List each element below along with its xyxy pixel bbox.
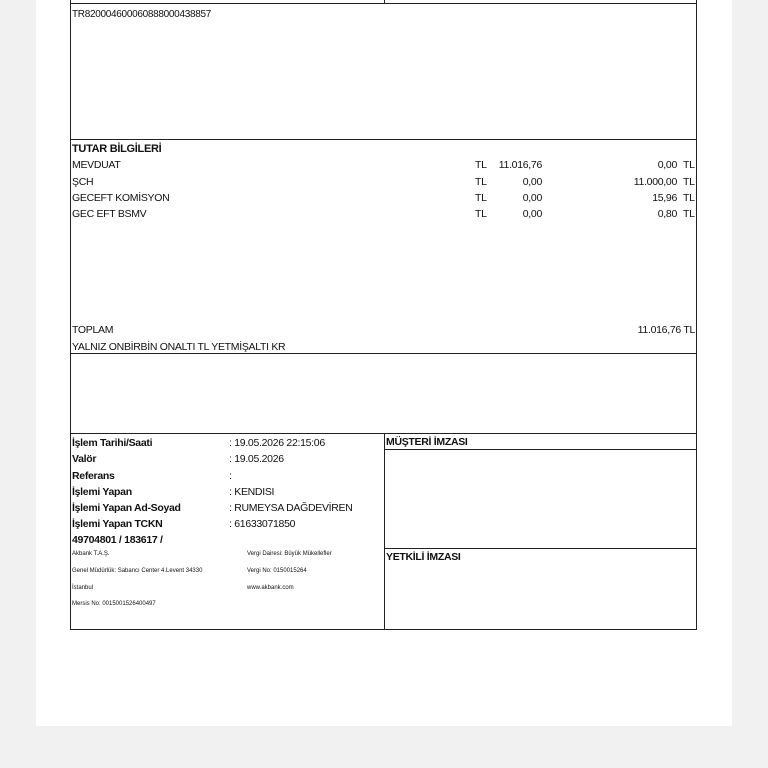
footer-mersis: Mersis No: 0015001526400497: [72, 601, 156, 607]
amount-row: [72, 176, 696, 192]
divider: [70, 139, 697, 140]
footer-tax-office: Vergi Dairesi: Büyük Mükellefler: [247, 551, 332, 557]
amount-currency: TL: [683, 159, 695, 171]
amount-value: 0,00: [522, 192, 542, 204]
field-label: İşlemi Yapan Ad-Soyad: [72, 502, 181, 514]
footer-company: Akbank T.A.Ş.: [72, 551, 110, 557]
transaction-code: 49704801 / 183617 /: [72, 534, 163, 546]
authorized-signature-label: YETKİLİ İMZASI: [386, 551, 461, 563]
amount-in-words: YALNIZ ONBİRBİN ONALTI TL YETMİŞALTI KR: [72, 341, 286, 353]
field-value: :: [229, 470, 232, 482]
footer-tax-number: Vergi No: 0150015264: [247, 568, 307, 574]
amount-currency: TL: [683, 208, 695, 220]
field-label: İşlemi Yapan: [72, 486, 132, 498]
amount-currency: TL: [475, 192, 487, 204]
field-value: : KENDISI: [229, 486, 275, 498]
amount-row: [72, 192, 696, 208]
authorized-signature-area: [386, 566, 696, 628]
field-label: İşlemi Yapan TCKN: [72, 518, 163, 530]
customer-signature-label: MÜŞTERİ İMZASI: [386, 436, 468, 448]
total-label: TOPLAM: [72, 324, 114, 336]
footer-address: Genel Müdürlük: Sabancı Center 4.Levent 34330: [72, 568, 203, 574]
footer-website: www.akbank.com: [247, 585, 294, 591]
field-value: : 19.05.2026 22:15:06: [229, 437, 325, 449]
amount-label: GEC EFT BSMV: [72, 208, 147, 220]
field-label: İşlem Tarihi/Saati: [72, 437, 153, 449]
amount-value: 0,00: [657, 159, 677, 171]
customer-signature-area: [386, 451, 696, 547]
amounts-title: TUTAR BİLGİLERİ: [72, 143, 162, 155]
amount-value: 11.016,76: [498, 159, 542, 171]
divider: [384, 449, 697, 450]
divider: [384, 548, 697, 549]
amount-currency: TL: [475, 208, 487, 220]
field-value: : 61633071850: [229, 518, 296, 530]
amount-value: 0,00: [522, 208, 542, 220]
amount-label: GECEFT KOMİSYON: [72, 192, 170, 204]
amount-row: [72, 159, 696, 175]
amount-label: ŞCH: [72, 176, 94, 188]
divider: [384, 433, 385, 630]
amount-currency: TL: [475, 176, 487, 188]
divider: [70, 3, 697, 4]
total-value: 11.016,76 TL: [637, 324, 695, 336]
amount-currency: TL: [683, 176, 695, 188]
amount-currency: TL: [683, 192, 695, 204]
field-label: Referans: [72, 470, 115, 482]
amount-label: MEVDUAT: [72, 159, 121, 171]
footer-city: İstanbul: [72, 585, 94, 591]
iban-text: TR820004600060888000438857: [72, 9, 212, 20]
field-label: Valör: [72, 453, 97, 465]
field-value: : 19.05.2026: [229, 453, 284, 465]
amount-row: [72, 208, 696, 224]
divider: [384, 0, 385, 3]
amount-value: 0,80: [657, 208, 677, 220]
field-value: : RUMEYSA DAĞDEVİREN: [229, 502, 353, 514]
amount-currency: TL: [475, 159, 487, 171]
amount-value: 0,00: [522, 176, 542, 188]
amount-value: 15,96: [652, 192, 677, 204]
amount-value: 11.000,00: [633, 176, 677, 188]
